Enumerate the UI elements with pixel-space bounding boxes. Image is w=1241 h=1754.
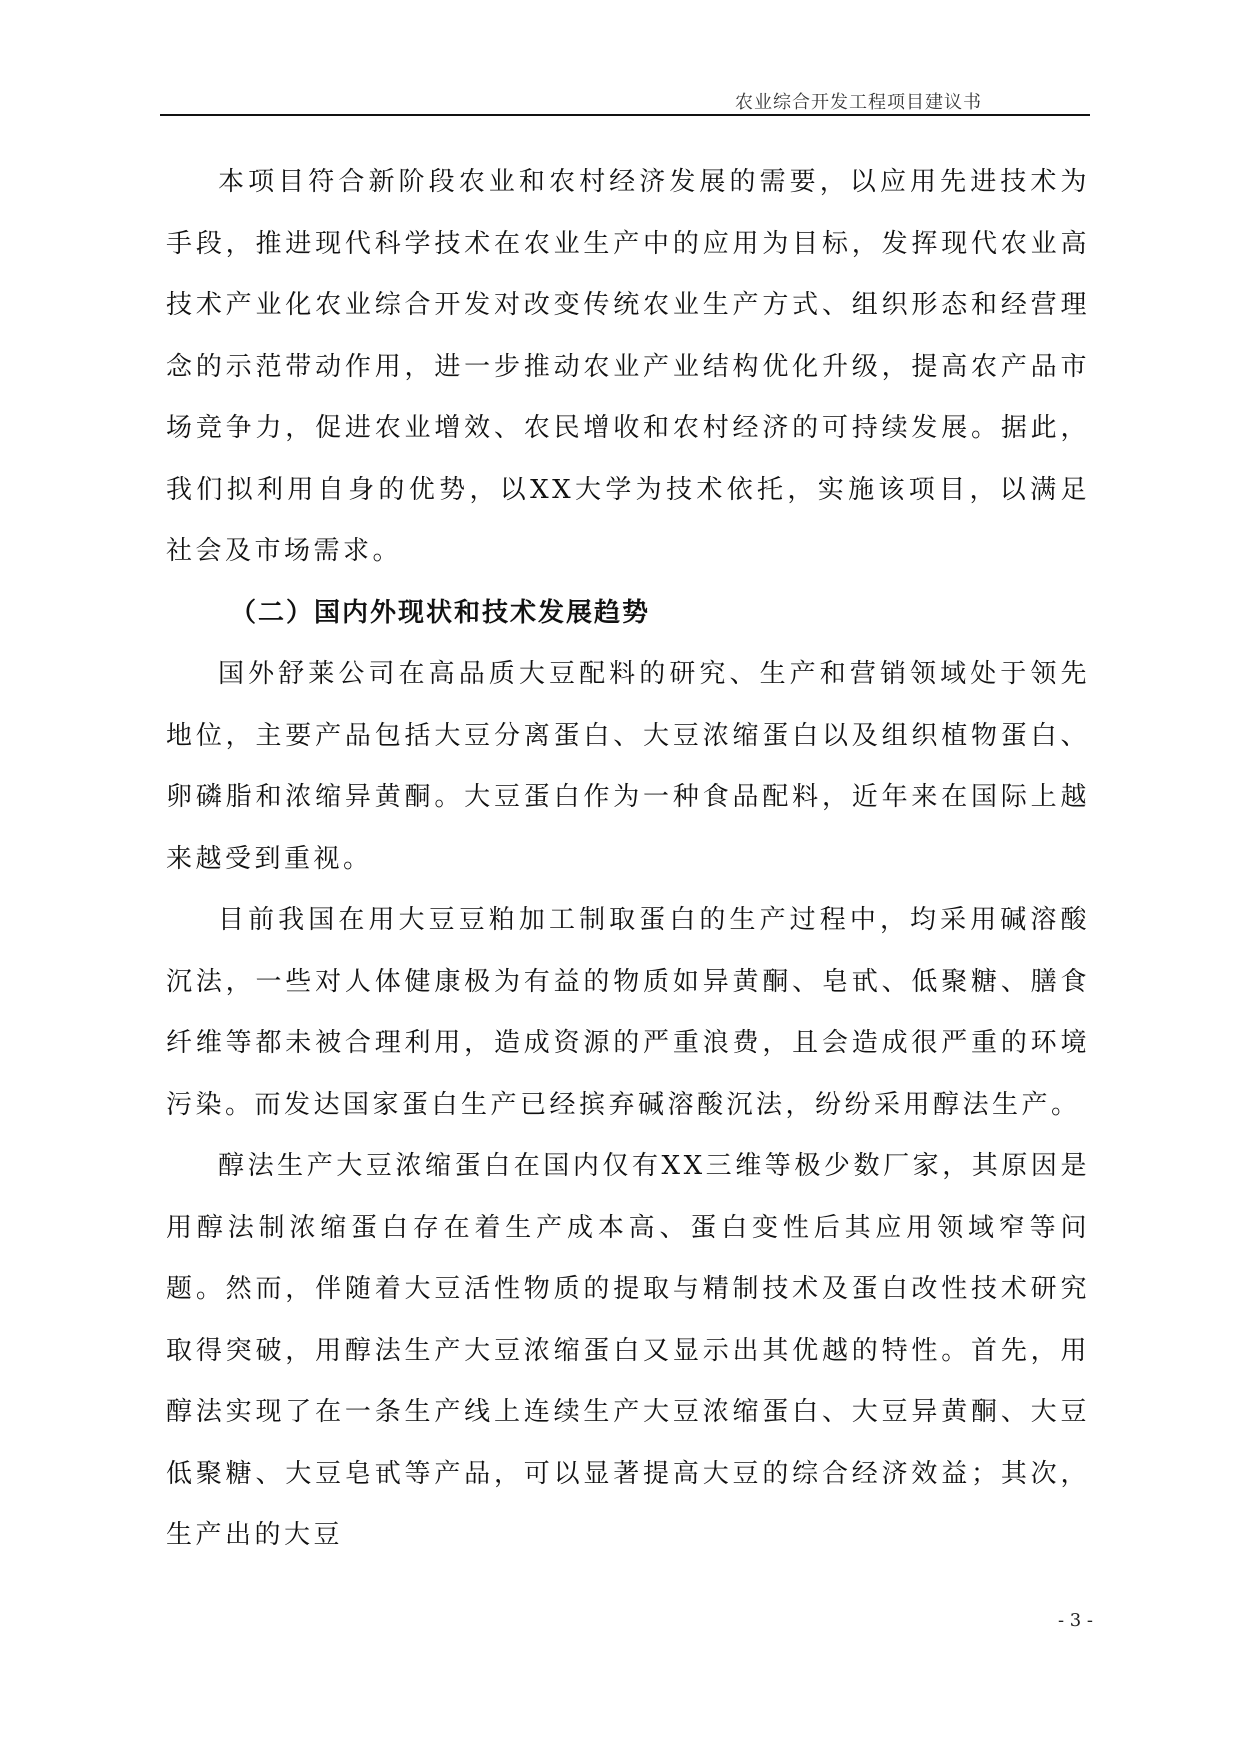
document-body xyxy=(166,152,1090,1567)
section-heading: （二）国内外现状和技术发展趋势 xyxy=(230,597,651,628)
paragraph: 国外舒莱公司在高品质大豆配料的研究、生产和营销领域处于领先地位，主要产品包括大豆分离蛋白、大豆浓缩蛋白以及组织植物蛋白、卵磷脂和浓缩异黄酮。大豆蛋白作为一种食品配料，近年来在国际上越来越受到重视。 xyxy=(166,659,1090,874)
paragraph: 醇法生产大豆浓缩蛋白在国内仅有XX三维等极少数厂家，其原因是用醇法制浓缩蛋白存在着生产成本高、蛋白变性后其应用领域窄等问题。然而，伴随着大豆活性物质的提取与精制技术及蛋白改性技术研究取得突破，用醇法生产大豆浓缩蛋白又显示出其优越的特性。首先，用醇法实现了在一条生产线上连续生产大豆浓缩蛋白、大豆异黄酮、大豆低聚糖、大豆皂甙等产品，可以显著提高大豆的综合经济效益；其次，生产出的大豆 xyxy=(166,1151,1090,1550)
page-number: - 3 - xyxy=(1057,1610,1093,1631)
header-title: 农业综合开发工程项目建议书 xyxy=(735,92,982,113)
paragraph: 本项目符合新阶段农业和农村经济发展的需要，以应用先进技术为手段，推进现代科学技术在农业生产中的应用为目标，发挥现代农业高技术产业化农业综合开发对改变传统农业生产方式、组织形态和经营理念的示范带动作用，进一步推动农业产业结构优化升级，提高农产品市场竞争力，促进农业增效、农民增收和农村经济的可持续发展。据此，我们拟利用自身的优势，以XX大学为技术依托，实施该项目，以满足社会及市场需求。 xyxy=(166,167,1090,566)
paragraph: 目前我国在用大豆豆粕加工制取蛋白的生产过程中，均采用碱溶酸沉法，一些对人体健康极为有益的物质如异黄酮、皂甙、低聚糖、膳食纤维等都未被合理利用，造成资源的严重浪费，且会造成很严重的环境污染。而发达国家蛋白生产已经摈弃碱溶酸沉法，纷纷采用醇法生产。 xyxy=(166,905,1090,1120)
page-header xyxy=(160,84,1090,116)
